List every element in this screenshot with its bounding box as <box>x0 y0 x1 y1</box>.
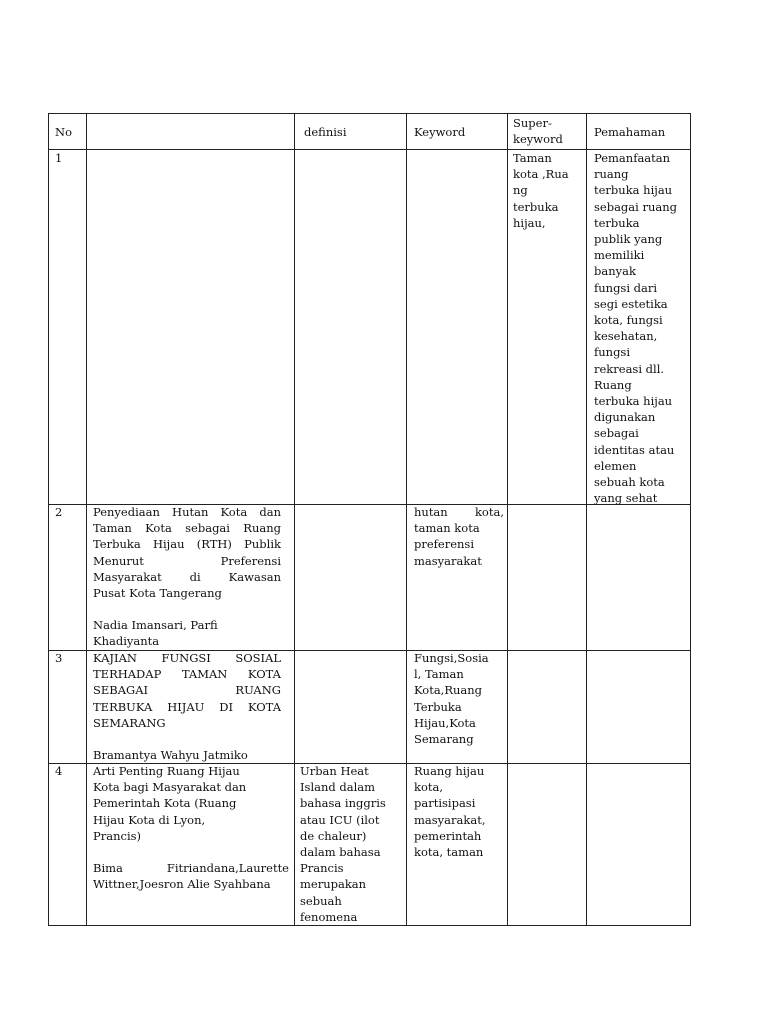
text-line: TERHADAP TAMAN KOTA <box>93 667 281 682</box>
text-line: fungsi <box>594 345 631 360</box>
text-line: Taman Kota sebagai Ruang <box>93 521 281 536</box>
header-pemahaman-label: Pemahaman <box>594 125 666 139</box>
row-4-no <box>55 763 85 779</box>
text-line: fenomena <box>300 909 358 924</box>
text-line: Semarang <box>414 732 474 747</box>
text-line: KAJIAN FUNGSI SOSIAL <box>93 651 281 665</box>
row-2-no <box>55 504 85 520</box>
text-line: banyak <box>594 264 636 279</box>
text-line: Prancis <box>300 861 344 876</box>
text-line: Menurut Preferensi <box>93 553 281 568</box>
text-line: ng <box>513 183 528 198</box>
text-line: Urban Heat <box>300 764 369 778</box>
text-line: kesehatan, <box>594 329 658 344</box>
text-line: de chaleur) <box>300 828 367 843</box>
text-line: masyarakat, <box>414 812 486 827</box>
text-line: terbuka hijau <box>594 394 673 409</box>
text-line: kota, taman <box>414 845 484 860</box>
text-line: Pusat Kota Tangerang <box>93 586 222 601</box>
text-line: elemen <box>594 458 637 473</box>
text-line: sebagai ruang <box>594 199 678 214</box>
text-line: sebuah kota <box>594 475 665 490</box>
header-keyword <box>414 124 504 140</box>
header-super-keyword-line1: Super- <box>513 116 552 130</box>
text-line: yang sehat <box>594 491 658 506</box>
author-line: Nadia Imansari, Parfi <box>93 618 218 633</box>
header-super-keyword-line2: keyword <box>513 132 563 147</box>
text-line: Taman <box>513 151 552 165</box>
text-line: sebagai <box>594 426 639 441</box>
text-line: Terbuka Hijau (RTH) Publik <box>93 537 281 552</box>
text-line: Hijau Kota di Lyon, <box>93 812 206 827</box>
text-line: Kota bagi Masyarakat dan <box>93 780 247 795</box>
header-definisi-label: definisi <box>304 125 347 139</box>
text-line: atau ICU (ilot <box>300 812 380 827</box>
row-number: 1 <box>55 151 63 165</box>
text-line: merupakan <box>300 877 367 892</box>
text-line: memiliki <box>594 248 645 263</box>
text-line: sebuah <box>300 893 342 908</box>
text-line: partisipasi <box>414 796 476 811</box>
row-2-title <box>93 504 281 650</box>
text-line: Arti Penting Ruang Hijau <box>93 764 240 778</box>
text-line: taman kota <box>414 521 480 536</box>
header-pemahaman <box>594 124 688 140</box>
text-line: SEMARANG <box>93 715 166 730</box>
row-2-keyword <box>414 504 504 569</box>
text-line: TERBUKA HIJAU DI KOTA <box>93 699 281 714</box>
header-no <box>55 124 85 140</box>
row-number: 3 <box>55 651 63 665</box>
row-number: 4 <box>55 764 63 778</box>
row-4-title <box>93 763 289 892</box>
text-line: pemerintah <box>414 828 482 843</box>
text-line: Hijau,Kota <box>414 715 476 730</box>
text-line: kota, <box>414 780 444 795</box>
row-3-keyword <box>414 650 504 747</box>
header-no-label: No <box>55 125 72 139</box>
text-line: Island dalam <box>300 780 376 795</box>
text-line: dalam bahasa <box>300 845 381 860</box>
text-line: fungsi dari <box>594 280 658 295</box>
row-3-title <box>93 650 281 763</box>
row-1-pemahaman <box>594 150 690 506</box>
header-definisi <box>304 124 402 140</box>
text-line: ruang <box>594 167 629 182</box>
text-line: masyarakat <box>414 553 482 568</box>
text-line: Penyediaan Hutan Kota dan <box>93 505 281 519</box>
text-line: Masyarakat di Kawasan <box>93 569 281 584</box>
header-keyword-label: Keyword <box>414 125 466 139</box>
text-line: bahasa inggris <box>300 796 386 811</box>
text-line: Fungsi,Sosia <box>414 651 489 665</box>
text-line: publik yang <box>594 232 663 247</box>
row-1-super-keyword <box>513 150 585 231</box>
text-line: Pemerintah Kota (Ruang <box>93 796 237 811</box>
text-line: terbuka <box>594 215 640 230</box>
text-line: preferensi <box>414 537 475 552</box>
header-super-keyword <box>513 115 583 147</box>
text-line: terbuka <box>513 199 559 214</box>
row-4-keyword <box>414 763 504 860</box>
text-line: terbuka hijau <box>594 183 673 198</box>
text-line: digunakan <box>594 410 656 425</box>
literature-table <box>48 113 691 926</box>
text-line: Pemanfaatan <box>594 151 671 165</box>
text-line: Kota,Ruang <box>414 683 483 698</box>
row-3-no <box>55 650 85 666</box>
row-number: 2 <box>55 505 63 519</box>
text-line: segi estetika <box>594 296 668 311</box>
author-line: Wittner,Joesron Alie Syahbana <box>93 877 271 892</box>
text-line: SEBAGAI RUANG <box>93 683 281 698</box>
text-line: kota, fungsi <box>594 313 663 328</box>
author-line: Khadiyanta <box>93 634 160 649</box>
text-line: Ruang <box>594 377 632 392</box>
text-line: identitas atau <box>594 442 675 457</box>
text-line: l, Taman <box>414 667 464 682</box>
text-line: kota ,Rua <box>513 167 569 182</box>
author-line: Bramantya Wahyu Jatmiko <box>93 748 248 763</box>
text-line: hijau, <box>513 215 546 230</box>
author-line: Bima Fitriandana,Laurette <box>93 861 289 876</box>
text-line: Ruang hijau <box>414 764 485 778</box>
row-1-no <box>55 150 85 166</box>
text-line: Prancis) <box>93 828 142 843</box>
text-line: Terbuka <box>414 699 462 714</box>
text-line: rekreasi dll. <box>594 361 665 376</box>
row-4-definisi <box>300 763 404 925</box>
text-line: hutan kota, <box>414 505 504 519</box>
